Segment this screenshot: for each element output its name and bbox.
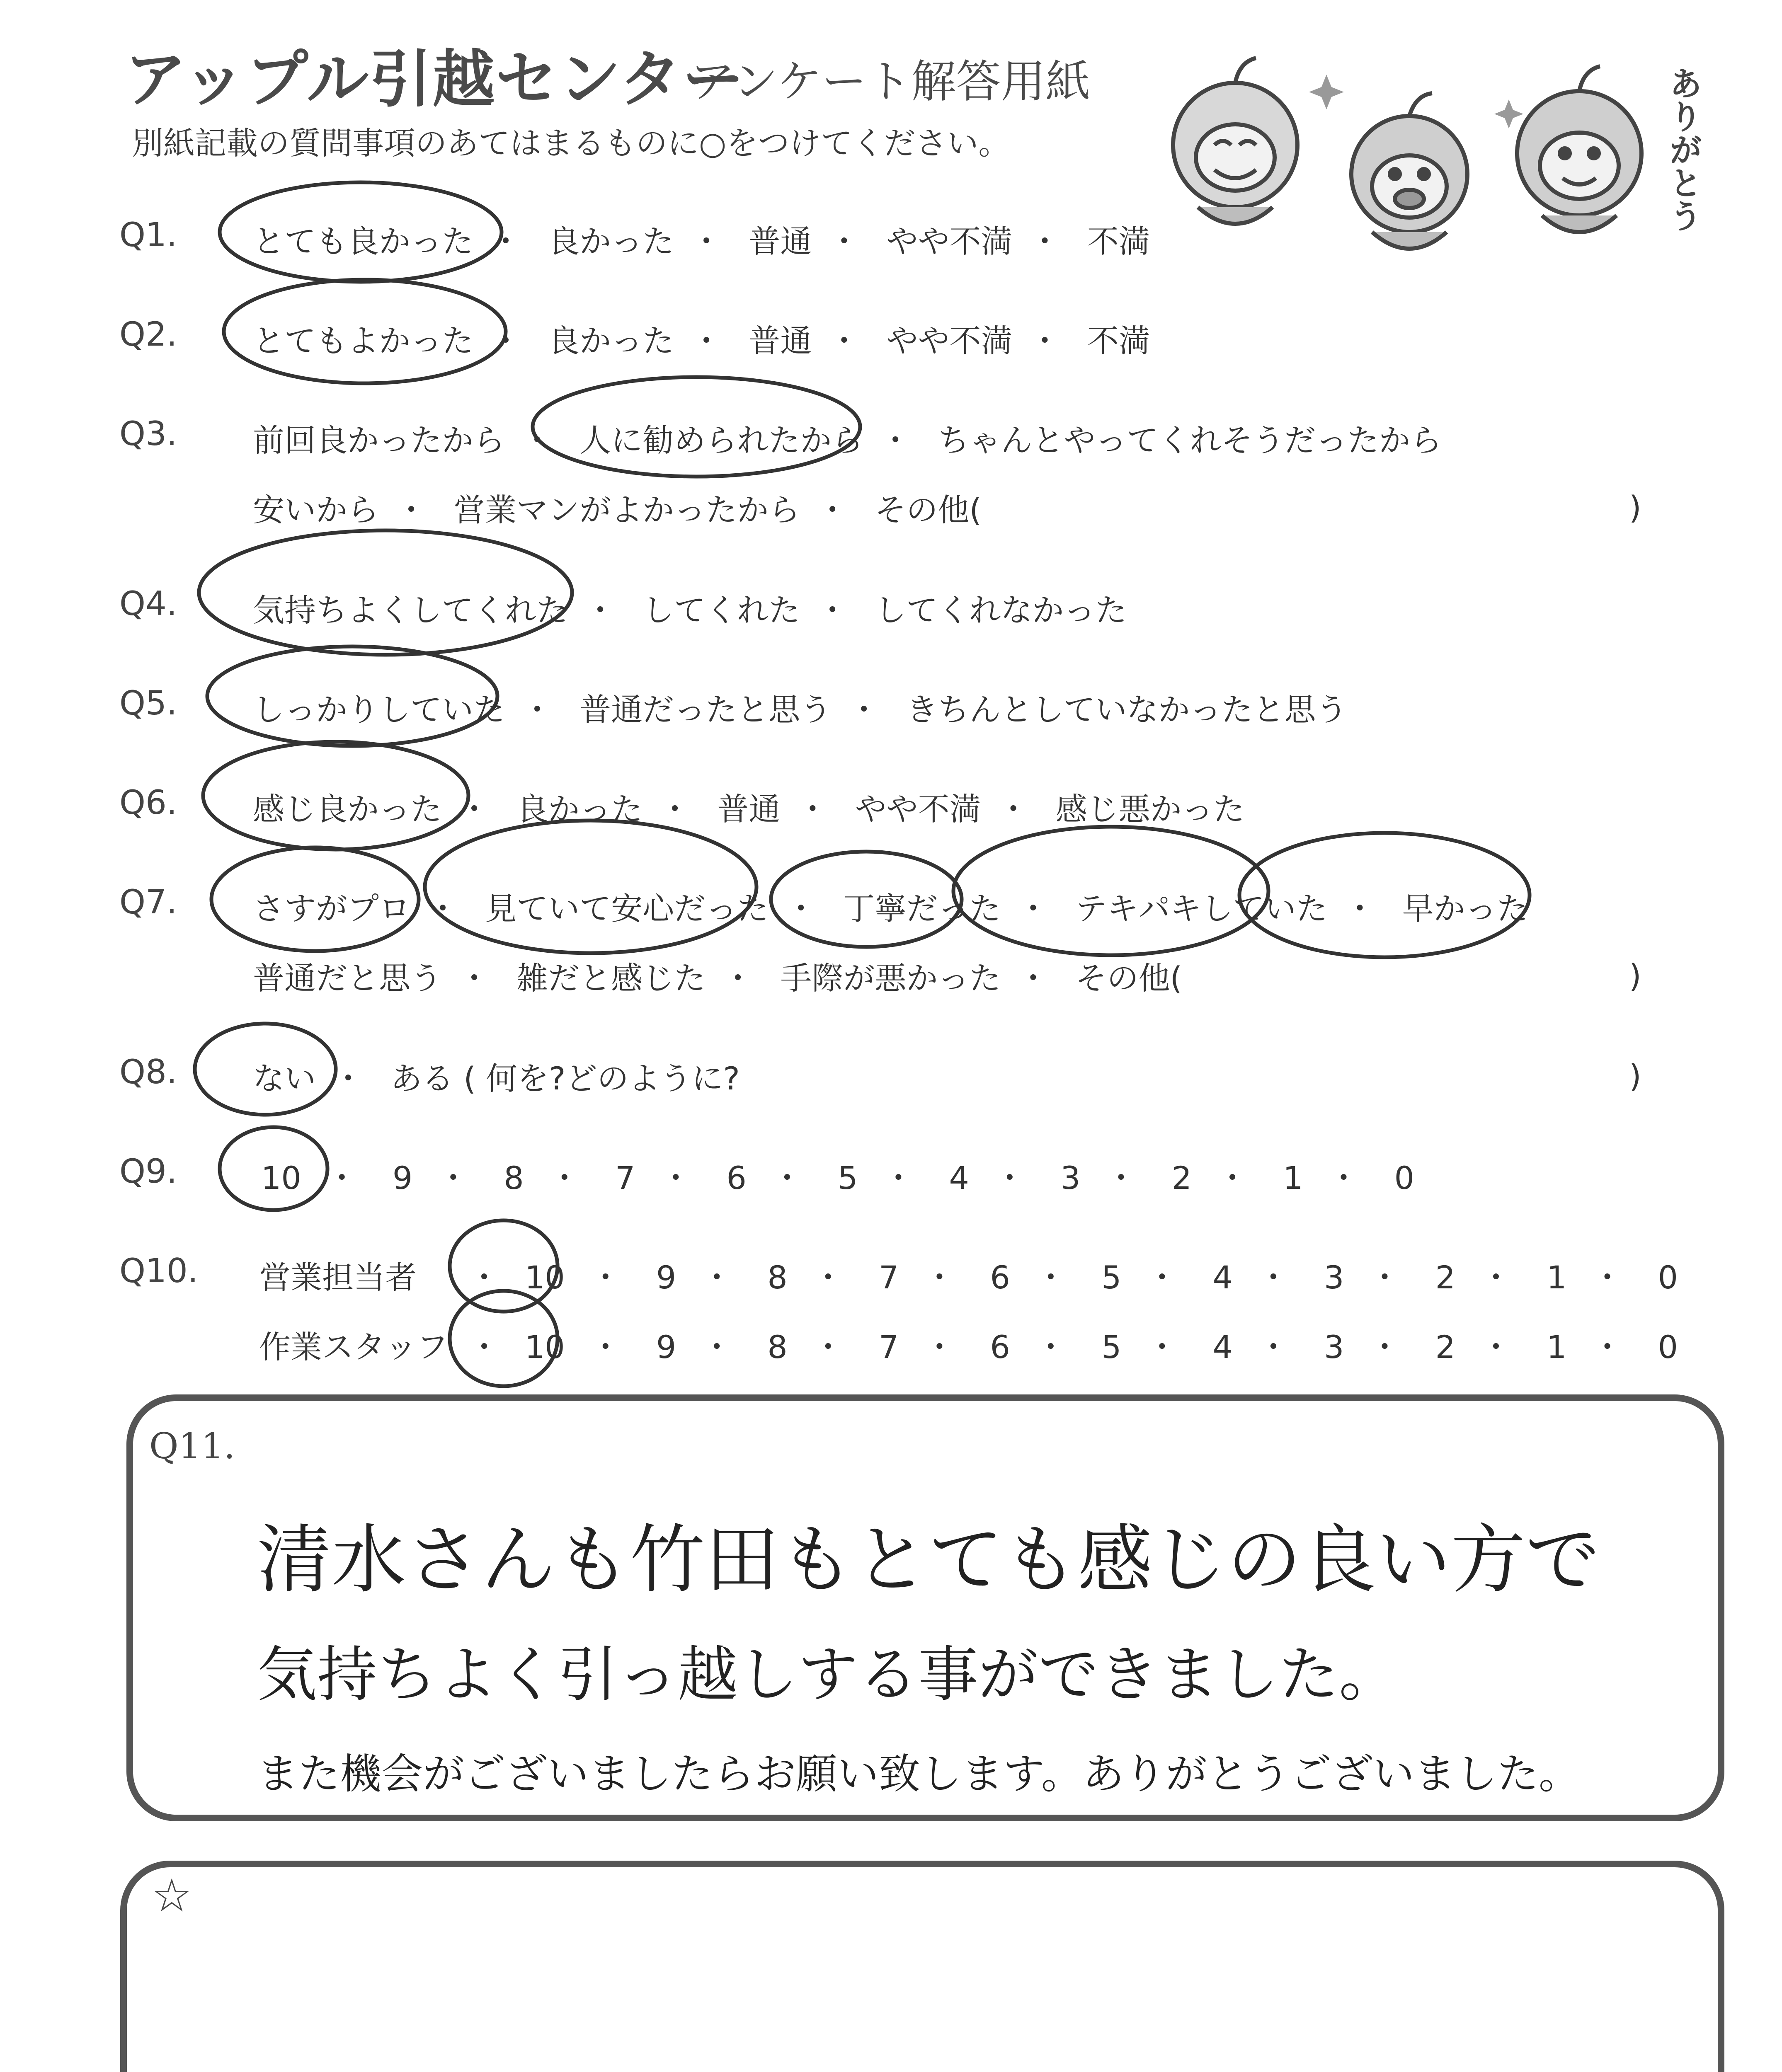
q10-staff-score-8[interactable]: 8: [767, 1329, 788, 1365]
q10-staff-score-10[interactable]: 10: [525, 1329, 565, 1365]
q8-options: ない ・ ある ( 何を?どのように?: [253, 1053, 740, 1099]
q10-staff-score-1[interactable]: 1: [1547, 1329, 1567, 1365]
q3-option-4[interactable]: 安いから: [253, 491, 379, 528]
q5-selected-circle: [207, 646, 497, 746]
q7-option-7[interactable]: 雑だと感じた: [516, 960, 706, 997]
q7-option-8[interactable]: 手際が悪かった: [780, 960, 1001, 997]
q10-sales-score-4[interactable]: 4: [1212, 1259, 1233, 1296]
q3-label: Q3.: [119, 414, 177, 453]
q10-sales-score-8[interactable]: 8: [767, 1259, 788, 1296]
q5-option-3[interactable]: きちんとしていなかったと思う: [906, 691, 1348, 728]
q10-sales-score-1[interactable]: 1: [1547, 1259, 1567, 1296]
q11-comment-line-3: また機会がございましたらお願い致します。ありがとうございました。: [257, 1750, 1580, 1798]
q11-comment-line-1: 清水さんも竹田もとても感じの良い方で: [257, 1517, 1600, 1603]
q10-sales-score-6[interactable]: 6: [990, 1259, 1010, 1296]
q7-selected-circle-4: [953, 827, 1268, 955]
star-comment-box[interactable]: [120, 1861, 1724, 2072]
q10-staff-score-9[interactable]: 9: [656, 1329, 676, 1365]
q8-option-1[interactable]: ない: [253, 1060, 316, 1097]
q3-close-paren: ): [1629, 489, 1641, 526]
q2-options: とてもよかった ・ 良かった ・ 普通 ・ やや不満 ・ 不満: [253, 316, 1150, 361]
q10-staff-score-5[interactable]: 5: [1101, 1329, 1122, 1365]
q10-label: Q10.: [119, 1251, 199, 1290]
q4-option-3[interactable]: してくれなかった: [875, 592, 1127, 629]
q10-sales-scale: ・ 10 ・ 9 ・ 8 ・ 7 ・ 6 ・ 5 ・ 4 ・ 3 ・ 2 ・ 1 ・ 0: [468, 1259, 1678, 1296]
q11-label: Q11.: [149, 1426, 235, 1467]
q3-selected-circle: [533, 377, 860, 477]
q2-option-3[interactable]: 普通: [749, 322, 812, 359]
q4-option-2[interactable]: してくれた: [642, 592, 800, 629]
q8-option-2[interactable]: ある ( 何を?どのように?: [390, 1060, 740, 1097]
q10-sales-score-7[interactable]: 7: [878, 1259, 899, 1296]
q9-score-4[interactable]: 4: [949, 1159, 969, 1196]
q8-selected-circle: [195, 1024, 336, 1115]
q4-selected-circle: [199, 530, 572, 655]
q2-label: Q2.: [119, 315, 177, 353]
q10-staff-score-7[interactable]: 7: [878, 1329, 899, 1365]
q5-options: しっかりしていた ・ 普通だったと思う ・ きちんとしていなかったと思う: [253, 685, 1347, 730]
q6-option-3[interactable]: 普通: [717, 791, 781, 828]
q10-sales-score-0[interactable]: 0: [1658, 1259, 1678, 1296]
q6-options: 感じ良かった ・ 良かった ・ 普通 ・ やや不満 ・ 感じ悪かった: [253, 784, 1245, 829]
star-icon: ☆: [151, 1869, 192, 1922]
q1-option-2[interactable]: 良かった: [548, 223, 674, 260]
q7-option-1[interactable]: さすがプロ: [253, 890, 410, 927]
q7-selected-circle-2: [425, 821, 756, 953]
q3-option-2[interactable]: 人に勧められたから: [579, 422, 863, 459]
q9-score-8[interactable]: 8: [504, 1159, 524, 1196]
q10-staff-score-6[interactable]: 6: [990, 1329, 1010, 1365]
q7-label: Q7.: [119, 883, 177, 921]
q9-score-9[interactable]: 9: [392, 1159, 413, 1196]
survey-subtitle: アンケート解答用紙: [690, 56, 1091, 108]
q4-label: Q4.: [119, 584, 177, 623]
q10-staff-score-2[interactable]: 2: [1435, 1329, 1455, 1365]
q7-selected-circle-3: [771, 852, 962, 947]
q9-score-7[interactable]: 7: [615, 1159, 635, 1196]
q8-label: Q8.: [119, 1053, 177, 1091]
q9-score-10[interactable]: 10: [261, 1159, 301, 1196]
q7-option-3[interactable]: 丁寧だった: [843, 890, 1001, 927]
q2-option-2[interactable]: 良かった: [548, 322, 674, 359]
q7-option-5[interactable]: 早かった: [1402, 890, 1528, 927]
q9-score-2[interactable]: 2: [1171, 1159, 1192, 1196]
q6-option-4[interactable]: やや不満: [855, 791, 981, 828]
q10-staff-score-0[interactable]: 0: [1658, 1329, 1678, 1365]
q2-option-5[interactable]: 不満: [1087, 322, 1150, 359]
q7-option-4[interactable]: テキパキしていた: [1075, 890, 1328, 927]
q1-option-5[interactable]: 不満: [1087, 223, 1150, 260]
q5-option-1[interactable]: しっかりしていた: [253, 691, 505, 728]
q9-score-6[interactable]: 6: [726, 1159, 747, 1196]
q3-option-3[interactable]: ちゃんとやってくれそうだったから: [938, 422, 1442, 459]
q5-option-2[interactable]: 普通だったと思う: [579, 691, 832, 728]
q7-option-6[interactable]: 普通だと思う: [253, 960, 442, 997]
thank-you-text: ありがとう: [1663, 66, 1702, 232]
q6-selected-circle: [203, 742, 468, 850]
q7-option-2[interactable]: 見ていて安心だった: [485, 890, 769, 927]
q3-option-5[interactable]: 営業マンがよかったから: [453, 491, 800, 528]
q4-options: 気持ちよくしてくれた ・ してくれた ・ してくれなかった: [253, 585, 1127, 630]
q7-selected-circle-5: [1239, 833, 1530, 957]
q10-sales-label: 営業担当者: [259, 1259, 417, 1296]
q7-close-paren: ): [1629, 957, 1641, 994]
q11-comment-line-2: 気持ちよく引っ越しする事ができました。: [257, 1640, 1399, 1710]
q6-option-1[interactable]: 感じ良かった: [253, 791, 442, 828]
q10-sales-score-9[interactable]: 9: [656, 1259, 676, 1296]
q2-option-1[interactable]: とてもよかった: [253, 322, 473, 359]
q1-label: Q1.: [119, 215, 177, 254]
q3-option-1[interactable]: 前回良かったから: [253, 422, 505, 459]
q2-option-4[interactable]: やや不満: [886, 322, 1013, 359]
q2-selected-circle: [224, 280, 506, 383]
q1-option-3[interactable]: 普通: [749, 223, 812, 260]
q6-label: Q6.: [119, 783, 177, 822]
q9-score-3[interactable]: 3: [1060, 1159, 1081, 1196]
q9-score-5[interactable]: 5: [838, 1159, 858, 1196]
q1-options: とても良かった ・ 良かった ・ 普通 ・ やや不満 ・ 不満: [253, 216, 1150, 261]
q3-options-row1: 前回良かったから ・ 人に勧められたから ・ ちゃんとやってくれそうだったから: [253, 415, 1442, 460]
q3-options-row2: 安いから ・ 営業マンがよかったから ・ その他(: [253, 485, 982, 530]
q10-sales-score-10[interactable]: 10: [525, 1259, 565, 1296]
q10-staff-scale: ・ 10 ・ 9 ・ 8 ・ 7 ・ 6 ・ 5 ・ 4 ・ 3 ・ 2 ・ 1 ・ 0: [468, 1329, 1678, 1365]
q10-sales-score-5[interactable]: 5: [1101, 1259, 1122, 1296]
instruction-text: 別紙記載の質問事項のあてはまるものに○をつけてください。: [132, 125, 1010, 162]
q9-score-1[interactable]: 1: [1283, 1159, 1303, 1196]
q9-label: Q9.: [119, 1152, 177, 1191]
q10-staff-score-4[interactable]: 4: [1212, 1329, 1233, 1365]
q7-options-row1: さすがプロ ・ 見ていて安心だった ・ 丁寧だった ・ テキパキしていた ・ 早かった: [253, 884, 1528, 929]
q3-option-other[interactable]: その他(: [875, 491, 982, 528]
q10-sales-score-3[interactable]: 3: [1324, 1259, 1344, 1296]
q10-staff-selected-circle: [450, 1291, 558, 1386]
q10-staff-label: 作業スタッフ: [259, 1329, 448, 1365]
q1-option-1[interactable]: とても良かった: [253, 223, 473, 260]
q7-selected-circle-1: [211, 847, 419, 951]
q6-option-5[interactable]: 感じ悪かった: [1055, 791, 1245, 828]
q4-option-1[interactable]: 気持ちよくしてくれた: [253, 592, 568, 629]
q9-scale: 10 ・ 9 ・ 8 ・ 7 ・ 6 ・ 5 ・ 4 ・ 3 ・ 2 ・ 1 ・ 0: [261, 1159, 1415, 1196]
q1-option-4[interactable]: やや不満: [886, 223, 1013, 260]
q7-options-row2: 普通だと思う ・ 雑だと感じた ・ 手際が悪かった ・ その他(: [253, 953, 1182, 998]
q10-sales-score-2[interactable]: 2: [1435, 1259, 1455, 1296]
q10-staff-score-3[interactable]: 3: [1324, 1329, 1344, 1365]
survey-title: アップル引越センター: [124, 44, 745, 116]
q10-sales-selected-circle: [450, 1220, 558, 1312]
q5-label: Q5.: [119, 684, 177, 722]
q9-selected-circle: [220, 1127, 327, 1210]
q9-score-0[interactable]: 0: [1394, 1159, 1415, 1196]
q8-close-paren: ): [1629, 1058, 1641, 1094]
q7-option-other[interactable]: その他(: [1075, 960, 1183, 997]
q6-option-2[interactable]: 良かった: [516, 791, 643, 828]
q1-selected-circle: [220, 182, 502, 282]
